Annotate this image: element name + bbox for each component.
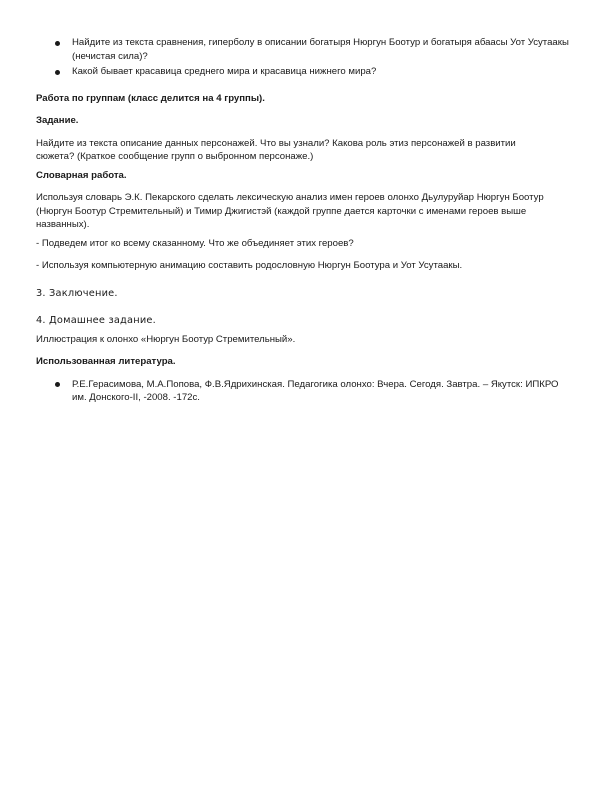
animation-line: - Используя компьютерную анимацию составить родословную Нюргун Боотура и Уот Усутаакы. [36,260,463,271]
literature-heading: Использованная литература. [36,356,176,367]
vocab-text: Используя словарь Э.К. Пекарского сделать лексическую анализ имен героев олонхо Дьулуруйар Нюргун Боотур (Нюргун Боотур Стремительный) и Тимир Джигистэй (каждой группе дается карточки с именами героев выше названных). [36,192,544,230]
conclusion-heading: 3. Заключение. [36,287,118,299]
homework-heading: 4. Домашнее задание. [36,315,156,326]
task-heading: Задание. [36,115,79,126]
group-work-heading: Работа по группам (класс делится на 4 группы). [36,92,265,104]
vocab-heading: Словарная работа. [36,169,127,181]
task-text: Найдите из текста описание данных персонажей. Что вы узнали? Какова роль этиз персонажей в развитии сюжета? (Краткое сообщение групп о выбронном персонаже.) [36,137,516,162]
question-text: Какой бывает красавица среднего мира и красавица нижнего мира? [72,66,377,77]
list-item [36,378,572,405]
homework-text: Иллюстрация к олонхо «Нюргун Боотур Стремительный». [36,333,296,345]
summary-line: - Подведем итог ко всему сказанному. Что же объединяет этих героев? [36,237,354,249]
bullet-icon [55,41,60,46]
page-content [36,36,576,407]
question-list [36,36,576,79]
literature-list [36,378,576,405]
bullet-icon [55,70,60,75]
bullet-icon [55,382,60,387]
list-item [36,36,572,63]
list-item [36,65,572,79]
literature-entry: Р.Е.Герасимова, М.А.Попова, Ф.В.Ядрихинская. Педагогика олонхо: Вчера. Сегодя. Завтра. – Якутск: ИПКРО им. Донского-II, -2008. -172с. [72,378,559,403]
question-text: Найдите из текста сравнения, гиперболу в описании богатыря Нюргун Боотур и богатыря абаасы Уот Усутаакы (нечистая сила)? [72,37,569,62]
